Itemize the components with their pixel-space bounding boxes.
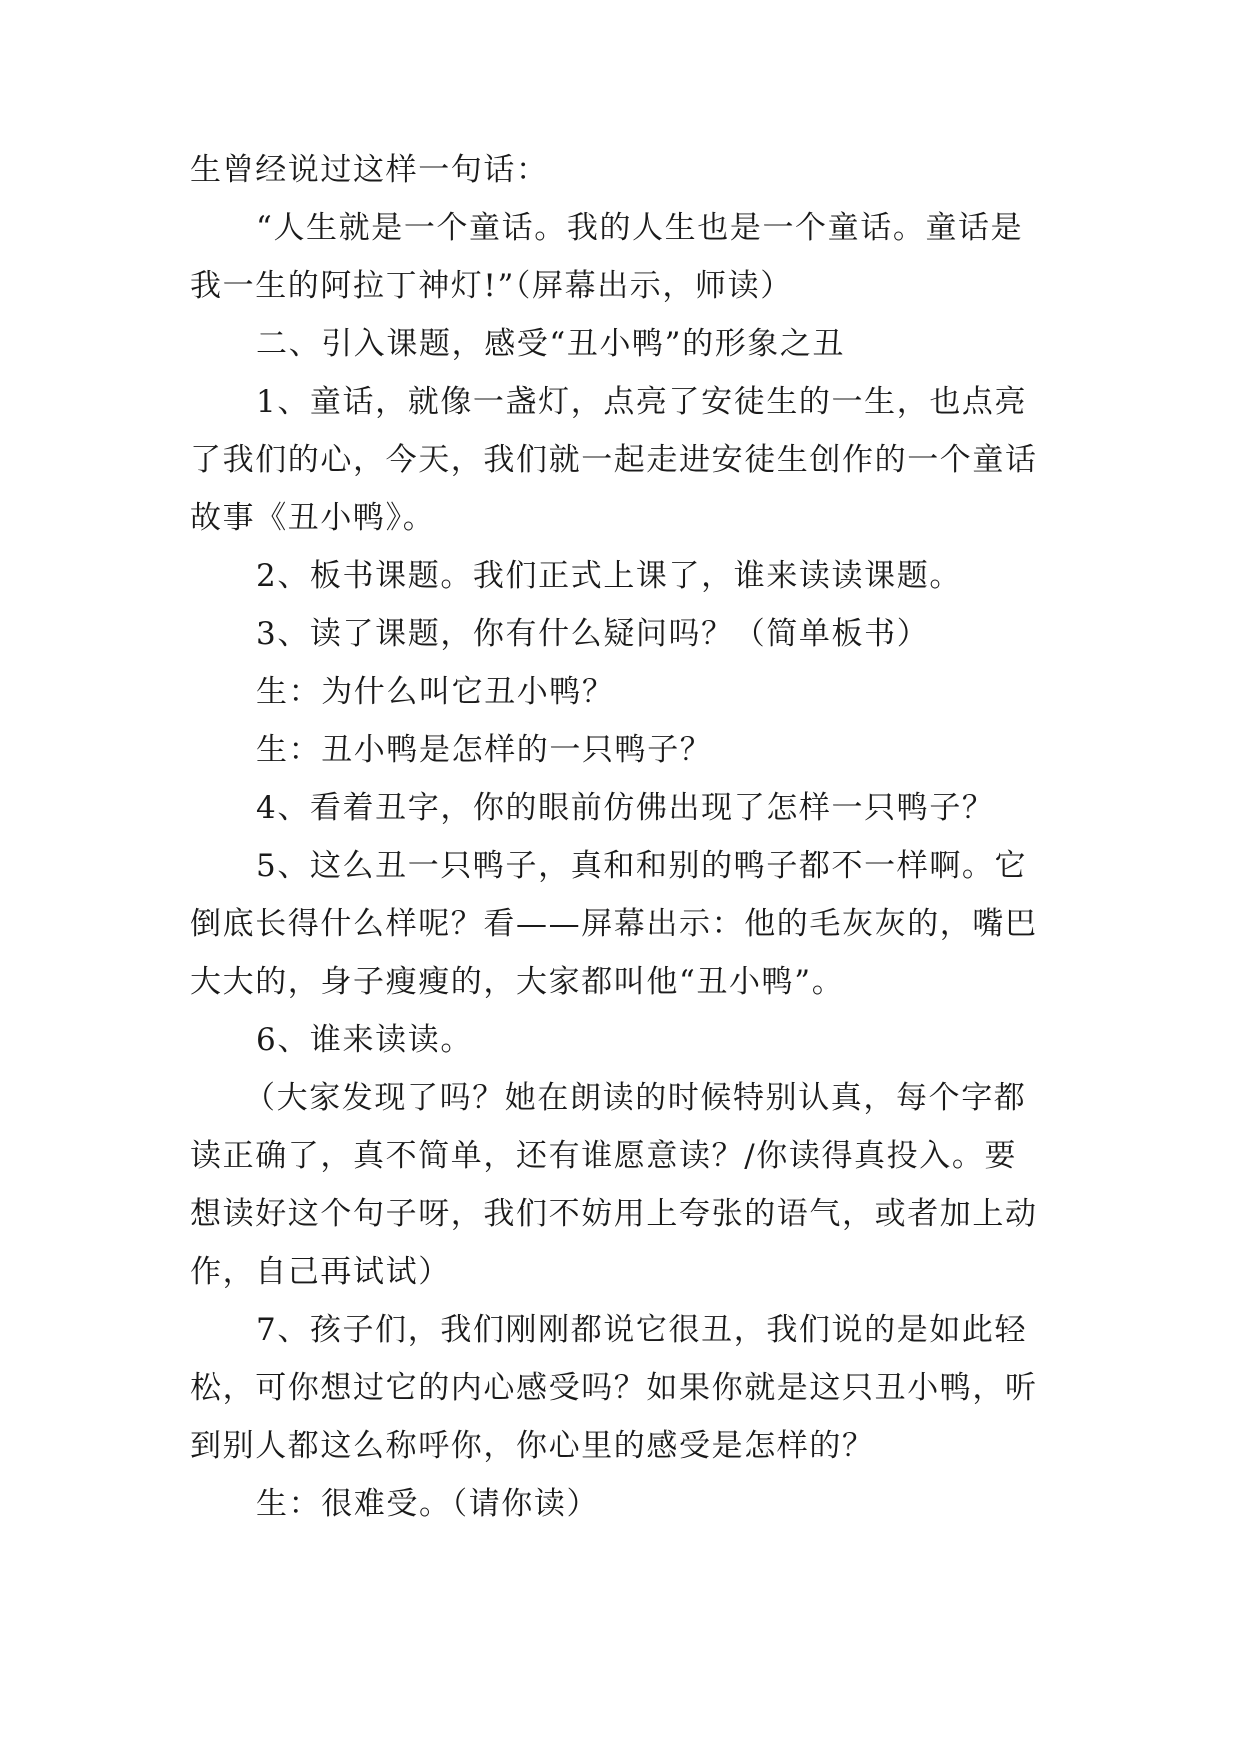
- text-line: 5、这么丑一只鸭子，真和和别的鸭子都不一样啊。它: [256, 848, 1028, 884]
- text-line: 生曾经说过这样一句话：: [190, 152, 549, 188]
- text-line: 7、孩子们，我们刚刚都说它很丑，我们说的是如此轻: [256, 1312, 1028, 1348]
- text-line: 倒底长得什么样呢？看——屏幕出示：他的毛灰灰的，嘴巴: [190, 906, 1038, 942]
- text-line: 作，自己再试试）: [190, 1254, 451, 1290]
- text-line: 4、看着丑字，你的眼前仿佛出现了怎样一只鸭子？: [256, 790, 995, 826]
- text-line: 松，可你想过它的内心感受吗？如果你就是这只丑小鸭，听: [190, 1370, 1038, 1406]
- text-line: 想读好这个句子呀，我们不妨用上夸张的语气，或者加上动: [190, 1196, 1038, 1232]
- text-line: 3、读了课题，你有什么疑问吗？（简单板书）: [256, 616, 930, 652]
- text-line: 二、引入课题，感受“丑小鸭”的形象之丑: [256, 326, 846, 362]
- text-line: 读正确了，真不简单，还有谁愿意读？/你读得真投入。要: [190, 1138, 1018, 1174]
- text-line: 生：为什么叫它丑小鸭？: [256, 674, 615, 710]
- text-line: 2、板书课题。我们正式上课了，谁来读读课题。: [256, 558, 962, 594]
- text-line: 到别人都这么称呼你，你心里的感受是怎样的？: [190, 1428, 875, 1464]
- text-line: 我一生的阿拉丁神灯!”（屏幕出示，师读）: [190, 268, 793, 304]
- text-line: 生：丑小鸭是怎样的一只鸭子？: [256, 732, 713, 768]
- text-line: （大家发现了吗？她在朗读的时候特别认真，每个字都: [244, 1080, 1027, 1116]
- text-line: 生：很难受。（请你读）: [256, 1486, 600, 1522]
- text-line: “人生就是一个童话。我的人生也是一个童话。童话是: [256, 210, 1024, 246]
- text-line: 6、谁来读读。: [256, 1022, 473, 1058]
- text-line: 大大的，身子瘦瘦的，大家都叫他“丑小鸭”。: [190, 964, 845, 1000]
- text-line: 1、童话，就像一盏灯，点亮了安徒生的一生，也点亮: [256, 384, 1028, 420]
- text-line: 了我们的心，今天，我们就一起走进安徒生创作的一个童话: [190, 442, 1038, 478]
- text-line: 故事《丑小鸭》。: [190, 500, 436, 536]
